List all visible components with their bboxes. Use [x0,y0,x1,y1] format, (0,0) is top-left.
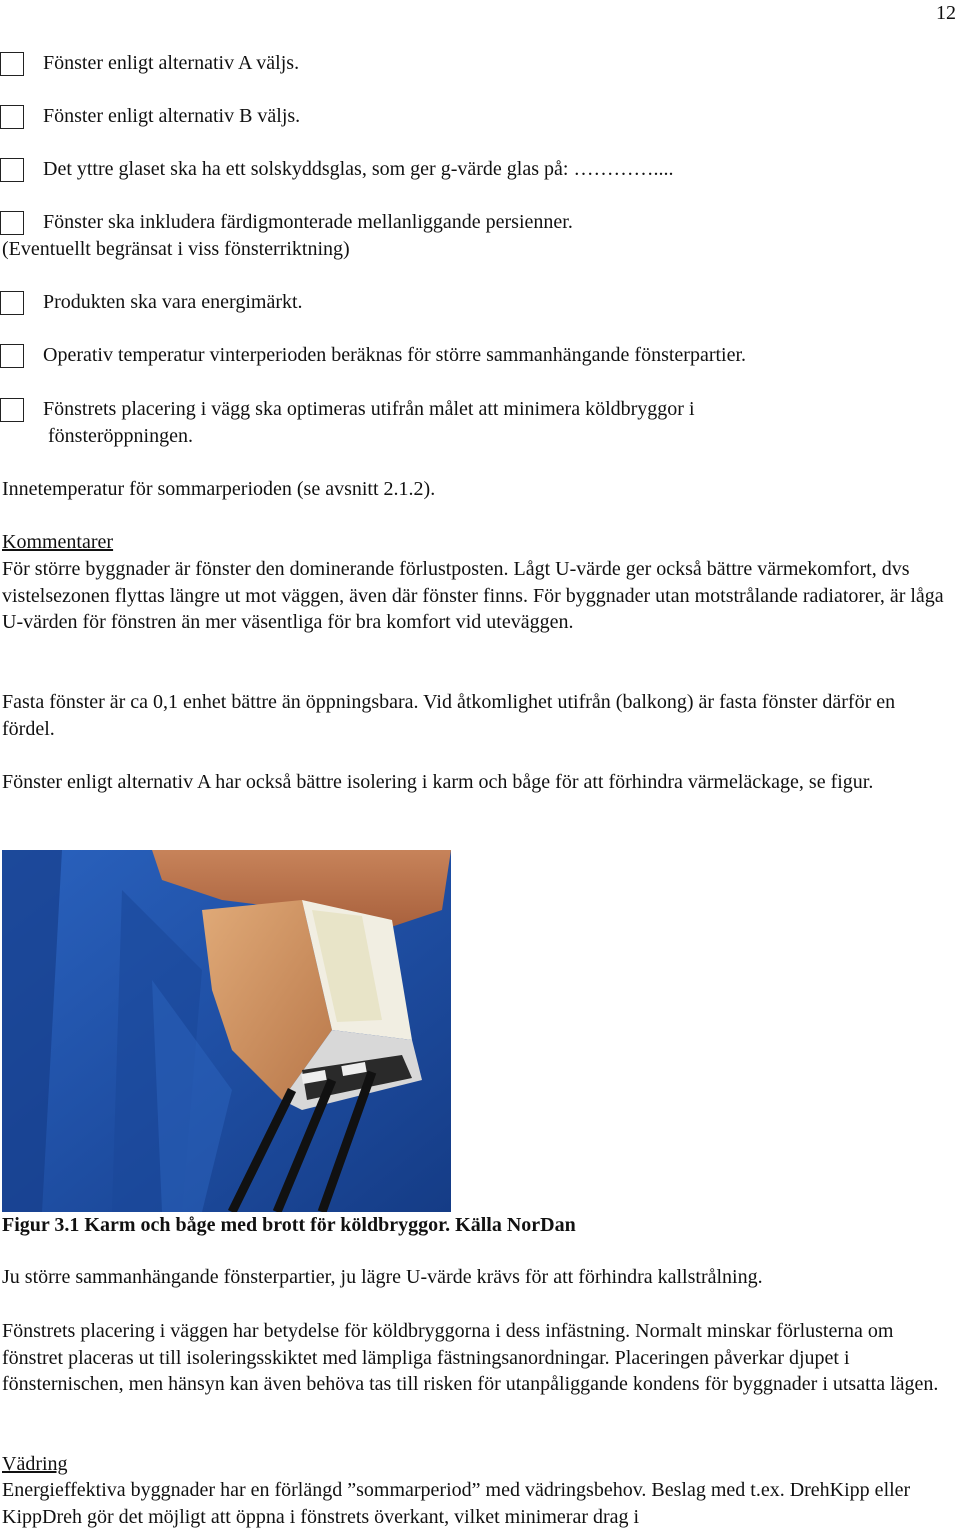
paragraph: Fönstrets placering i väggen har betydelse för köldbryggorna i dess infästning. Normalt minskar förlusterna om fönstret placeras ut till isoleringsskiktet med lämpliga fästningsanordningar. Placeringen påverkar djupet i fönsternischen, men hänsyn kan även behöva tas till risken för utanpåliggande kondens för byggnader i utsatta lägen. [2,1320,939,1396]
indoor-temp-line: Innetemperatur för sommarperioden (se avsnitt 2.1.2). [2,478,436,500]
checkbox-window-placement[interactable] [0,398,24,422]
checklist-label: Det yttre glaset ska ha ett solskyddsglas, som ger g-värde glas på: ………….... [43,158,674,180]
checkbox-blinds[interactable] [0,211,24,235]
paragraph: Energieffektiva byggnader har en förlängd ”sommarperiod” med vädringsbehov. Beslag med t.ex. DrehKipp eller KippDreh gör det möjligt att öppna i fönstrets överkant, vilket minimerar drag i [2,1479,911,1528]
paragraph: Fönster enligt alternativ A har också bättre isolering i karm och båge för att förhindra värmeläckage, se figur. [2,771,874,793]
figure-caption: Figur 3.1 Karm och båge med brott för köldbryggor. Källa NorDan [2,1214,576,1236]
checkbox-energy-label[interactable] [0,291,24,315]
checklist-label: Operativ temperatur vinterperioden beräknas för större sammanhängande fönsterpartier. [43,344,747,366]
checklist-label: Fönster enligt alternativ B väljs. [43,105,301,127]
checkbox-alt-a[interactable] [0,52,24,76]
comments-heading: Kommentarer [2,531,114,553]
window-frame-image [2,850,451,1212]
fill-in-dots[interactable]: ………….. [573,158,664,180]
paragraph: Ju större sammanhängande fönsterpartier, ju lägre U-värde krävs för att förhindra kallstrålning. [2,1266,763,1288]
paragraph: Fasta fönster är ca 0,1 enhet bättre än öppningsbara. Vid åtkomlighet utifrån (balkong) är fasta fönster därför en fördel. [2,691,896,740]
paragraph: För större byggnader är fönster den dominerande förlustposten. Lågt U-värde ger också bättre värmekomfort, dvs vistelsezonen flyttas längre ut mot väggen, även där fönster finns. För byggnader utan motstrålande radiatorer, är låga U-värden för fönstren än mer väsentliga för bra komfort vid uteväggen. [2,558,944,634]
page-number: 12 [936,2,956,24]
checklist-label: Fönster ska inkludera färdigmonterade mellanliggande persienner. [43,211,573,233]
ventilation-heading: Vädring [2,1453,68,1475]
checkbox-operative-temp[interactable] [0,344,24,368]
checkbox-alt-b[interactable] [0,105,24,129]
checklist-label: Produkten ska vara energimärkt. [43,291,303,313]
checklist-continuation: fönsteröppningen. [48,425,193,447]
checklist-continuation: (Eventuellt begränsat i viss fönsterriktning) [2,238,350,260]
checklist-label: Fönstrets placering i vägg ska optimeras utifrån målet att minimera köldbryggor i [43,398,695,420]
checkbox-solar-glass[interactable] [0,158,24,182]
window-frame-figure [2,850,451,1212]
checklist-label: Fönster enligt alternativ A väljs. [43,52,300,74]
